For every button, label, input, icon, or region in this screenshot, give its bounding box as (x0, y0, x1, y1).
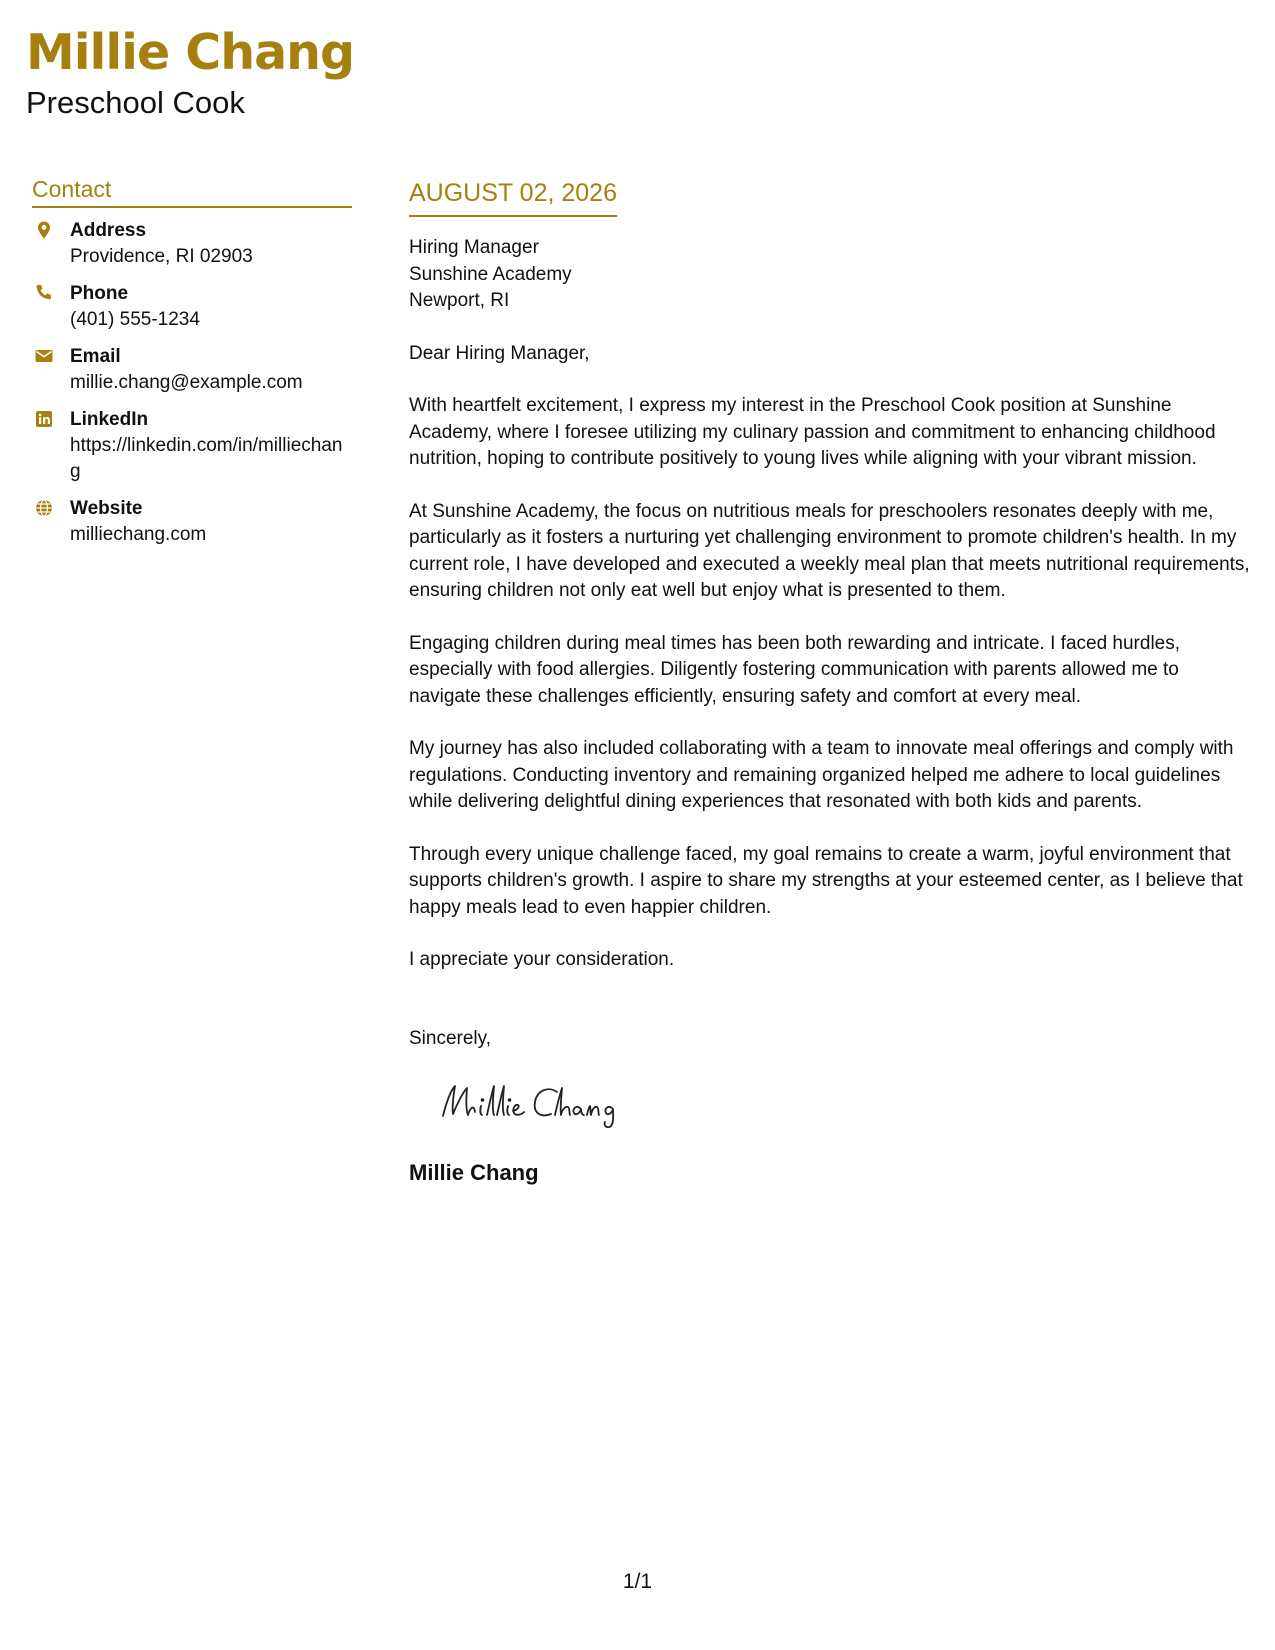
recipient-block (409, 235, 1255, 315)
letter-paragraph: My journey has also included collaborating with a team to innovate meal offerings and comply with regulations. Conducting inventory and remaining organized helped me adhere to local guidelines while delivering delightful dining experiences that resonated with both kids and parents. (409, 738, 1234, 812)
letter-paragraph: Engaging children during meal times has been both rewarding and intricate. I faced hurdles, especially with food allergies. Diligently fostering communication with parents allowed me to navigate these challenges efficiently, ensuring safety and comfort at every meal. (409, 632, 1181, 707)
contact-item-address (32, 218, 352, 270)
recipient-company: Sunshine Academy (409, 263, 572, 285)
contact-label: Email (70, 346, 121, 367)
salutation: Dear Hiring Manager, (409, 342, 590, 364)
contact-value: (401) 555-1234 (70, 309, 200, 330)
globe-icon (34, 498, 54, 518)
letter-date: AUGUST 02, 2026 (409, 176, 617, 217)
linkedin-icon (34, 409, 54, 429)
contact-item-phone (32, 281, 352, 333)
job-title: Preschool Cook (26, 85, 245, 120)
contact-item-website (32, 496, 352, 548)
contact-value: Providence, RI 02903 (70, 246, 253, 267)
applicant-name: Millie Chang (26, 24, 355, 81)
contact-value[interactable]: https://linkedin.com/in/milliechang (70, 435, 343, 482)
contact-label: Phone (70, 283, 129, 304)
page-number: 1/1 (622, 1570, 653, 1593)
contact-heading: Contact (32, 174, 352, 208)
location-pin-icon (34, 220, 54, 240)
signed-name: Millie Chang (409, 1160, 539, 1185)
recipient-location: Newport, RI (409, 290, 510, 311)
contact-label: Website (70, 498, 143, 519)
letter-header (26, 22, 354, 122)
contact-label: Address (70, 220, 147, 241)
signature-image (437, 1078, 647, 1128)
contact-sidebar (32, 174, 352, 559)
letter-paragraph: At Sunshine Academy, the focus on nutritious meals for preschoolers resonates deeply with me, particularly as it fosters a nurturing yet challenging environment to promote children's health. In my current role, I have developed and executed a weekly meal plan that meets nutritional requirements, ensuring children not only eat well but enjoy what is presented to them. (409, 500, 1250, 601)
contact-item-email (32, 344, 352, 396)
contact-value[interactable]: milliechang.com (70, 524, 207, 545)
recipient-title: Hiring Manager (409, 237, 539, 258)
closing: Sincerely, (409, 1027, 492, 1049)
letter-body (409, 176, 1255, 1187)
letter-paragraph: With heartfelt excitement, I express my interest in the Preschool Cook position at Sunshine Academy, where I foresee utilizing my culinary passion and commitment to enhancing childhood nutrition, hoping to contribute positively to young lives while aligning with your vibrant mission. (409, 395, 1216, 469)
envelope-icon (34, 346, 54, 366)
contact-value[interactable]: millie.chang@example.com (70, 372, 303, 393)
letter-paragraph: Through every unique challenge faced, my goal remains to create a warm, joyful environment that supports children's growth. I aspire to share my strengths at your esteemed center, as I believe that happy meals lead to even happier children. (409, 843, 1243, 918)
phone-icon (34, 283, 54, 303)
contact-label: LinkedIn (70, 409, 149, 430)
contact-item-linkedin (32, 407, 352, 485)
letter-paragraph: I appreciate your consideration. (409, 949, 675, 970)
